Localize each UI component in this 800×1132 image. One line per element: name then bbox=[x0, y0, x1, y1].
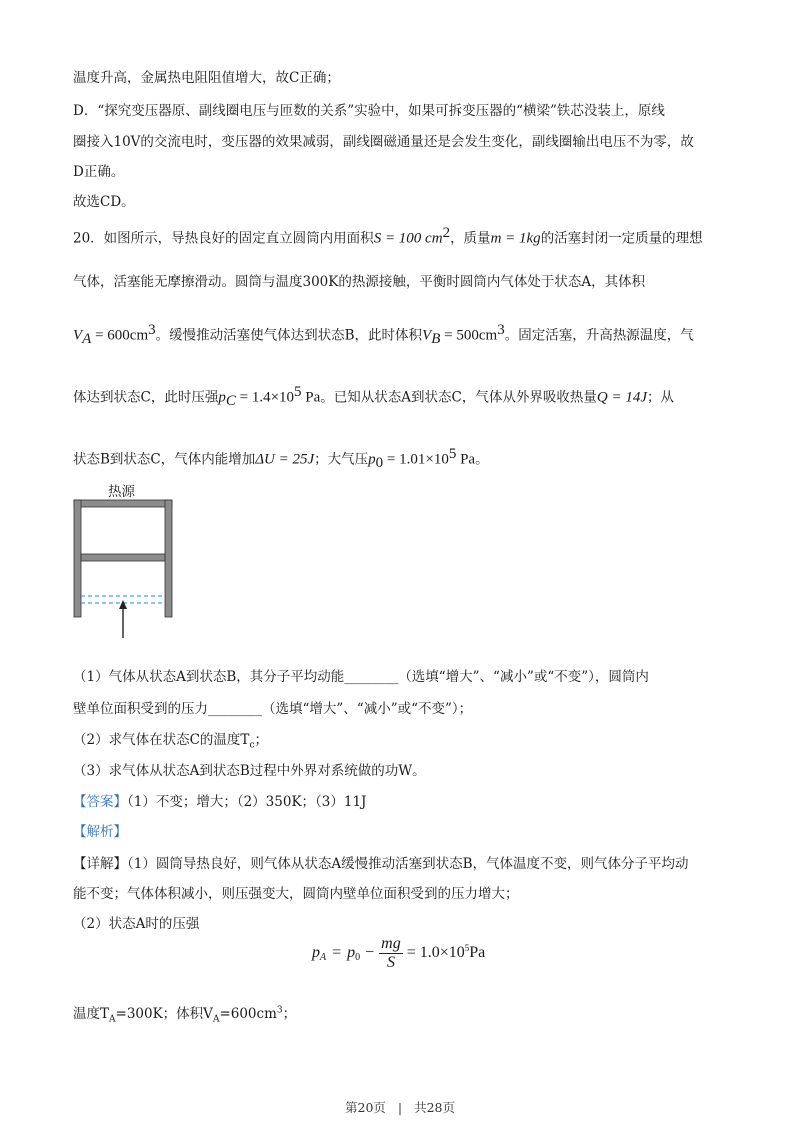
text: ，质量 bbox=[450, 230, 491, 247]
page-footer bbox=[0, 1098, 800, 1116]
pressure-formula bbox=[312, 928, 485, 978]
sub-question-3: （3）求气体从状态A到状态B过程中外界对系统做的功W。 bbox=[73, 763, 426, 779]
text-line: 圈接入10V的交流电时，变压器的效果减弱，副线圈磁通量还是会发生变化，副线圈输出电压不为零，故 bbox=[73, 134, 694, 150]
text: 20．如图所示，导热良好的固定直立圆筒内用面积 bbox=[73, 230, 374, 247]
question-line-1 bbox=[73, 225, 703, 248]
detail-line: 【详解】（1）圆筒导热良好，则气体从状态A缓慢推动活塞到状态B，气体温度不变，则气体分子平均动 bbox=[73, 856, 689, 872]
formula-heat: Q = 14J bbox=[596, 389, 647, 406]
value: = 600cm bbox=[91, 327, 149, 344]
minus: − bbox=[365, 944, 375, 961]
numerator: mg bbox=[381, 934, 401, 952]
answer-line bbox=[73, 790, 366, 810]
text: =600cm bbox=[219, 1006, 277, 1022]
subscript: B bbox=[431, 331, 441, 348]
question-line-4 bbox=[73, 384, 674, 410]
question-line-5 bbox=[73, 446, 489, 472]
exponent: 3 bbox=[148, 322, 156, 338]
text: 。固定活塞，升高热源温度，气 bbox=[504, 327, 694, 344]
text: 。已知从状态A到状态C，气体从外界吸收热量 bbox=[320, 389, 597, 406]
detail-line: 能不变；气体体积减小，则压强变大，圆筒内壁单位面积受到的压力增大； bbox=[73, 886, 519, 902]
subscript: 0 bbox=[375, 455, 384, 472]
footer-separator: | bbox=[397, 1100, 403, 1115]
text: （2）求气体在状态C的温度T bbox=[73, 732, 250, 748]
value: = 500cm bbox=[440, 327, 498, 344]
subscript: A bbox=[82, 331, 92, 348]
text-line: D．“探究变压器原、副线圈电压与匝数的关系”实验中，如果可拆变压器的“横梁”铁芯没装上，原线 bbox=[73, 103, 665, 119]
symbol: p bbox=[312, 944, 320, 961]
heat-source-label: 热源 bbox=[108, 484, 135, 500]
unit: Pa bbox=[301, 389, 321, 406]
answer-text: （1）不变；增大；（2）350K；（3）11J bbox=[127, 794, 367, 810]
text: 状态B到状态C，气体内能增加 bbox=[73, 451, 256, 468]
symbol: V bbox=[73, 327, 83, 344]
exponent: 2 bbox=[442, 225, 451, 241]
formula-energy: ΔU = 25J bbox=[255, 451, 315, 468]
question-line-3 bbox=[73, 322, 694, 348]
cylinder-right-wall bbox=[165, 500, 172, 617]
sub-question-1: （1）气体从状态A到状态B，其分子平均动能________（选填“增大”、“减小”或“不变”），圆筒内 bbox=[73, 669, 649, 685]
text: =300K；体积V bbox=[115, 1006, 213, 1022]
text-line: D正确。 bbox=[73, 164, 125, 180]
push-arrow-head bbox=[119, 600, 127, 609]
sub-question-1-cont: 壁单位面积受到的压力________（选填“增大”、“减小”或“不变”）； bbox=[73, 701, 473, 717]
text: 体达到状态C，此时压强 bbox=[73, 389, 219, 406]
sub-question-2 bbox=[73, 728, 268, 751]
text: 。缓慢推动活塞使气体达到状态B，此时体积 bbox=[155, 327, 423, 344]
value: = 1.01×10 bbox=[383, 451, 449, 468]
analysis-tag: 【解析】 bbox=[73, 824, 127, 840]
exponent: 3 bbox=[276, 1005, 283, 1016]
detail-line: （2）状态A时的压强 bbox=[73, 916, 200, 932]
unit: Pa bbox=[456, 451, 476, 468]
text-line: 故选CD。 bbox=[73, 194, 135, 210]
formula-mass: m = 1kg bbox=[490, 230, 541, 247]
formula-area: S = 100 cm bbox=[373, 230, 443, 247]
cylinder-svg bbox=[72, 484, 176, 644]
denominator: S bbox=[386, 953, 395, 971]
result-line bbox=[73, 1002, 296, 1025]
subscript: C bbox=[225, 393, 236, 410]
exponent: 5 bbox=[294, 384, 302, 400]
subscript: A bbox=[109, 1014, 116, 1025]
text-line: 温度升高，金属热电阻阻值增大，故C正确； bbox=[73, 70, 340, 86]
text: ；大气压 bbox=[314, 451, 369, 468]
subscript: 0 bbox=[355, 951, 361, 963]
text: 的活塞封闭一定质量的理想 bbox=[540, 230, 703, 247]
symbol: V bbox=[422, 327, 432, 344]
exponent: 5 bbox=[448, 446, 457, 462]
value: = 1.4×10 bbox=[235, 389, 295, 406]
symbol: p bbox=[218, 389, 226, 406]
subscript: A bbox=[212, 1014, 220, 1025]
text: ； bbox=[282, 1006, 297, 1022]
symbol: p bbox=[347, 944, 356, 961]
exponent: 5 bbox=[464, 943, 470, 953]
text: ； bbox=[254, 732, 268, 748]
page-number: 第20页 bbox=[345, 1100, 386, 1115]
piston bbox=[81, 554, 165, 561]
question-line-2: 气体，活塞能无摩擦滑动。圆筒与温度300K的热源接触，平衡时圆筒内气体处于状态A，其体积 bbox=[73, 274, 646, 290]
text: 温度T bbox=[73, 1006, 110, 1022]
unit: Pa bbox=[469, 944, 486, 961]
answer-tag: 【答案】 bbox=[73, 794, 127, 810]
heat-source-top bbox=[74, 500, 172, 507]
cylinder-left-wall bbox=[74, 500, 81, 617]
symbol: p bbox=[368, 451, 376, 468]
equals: = bbox=[332, 944, 342, 961]
text: ；从 bbox=[646, 389, 674, 406]
text: 。 bbox=[475, 451, 489, 468]
cylinder-diagram bbox=[72, 484, 176, 644]
result: = 1.0×10 bbox=[406, 944, 465, 961]
page-total: 共28页 bbox=[414, 1100, 455, 1115]
fraction bbox=[379, 935, 403, 972]
subscript: A bbox=[320, 951, 327, 963]
exponent: 3 bbox=[497, 322, 505, 338]
subscript: c bbox=[249, 740, 255, 751]
